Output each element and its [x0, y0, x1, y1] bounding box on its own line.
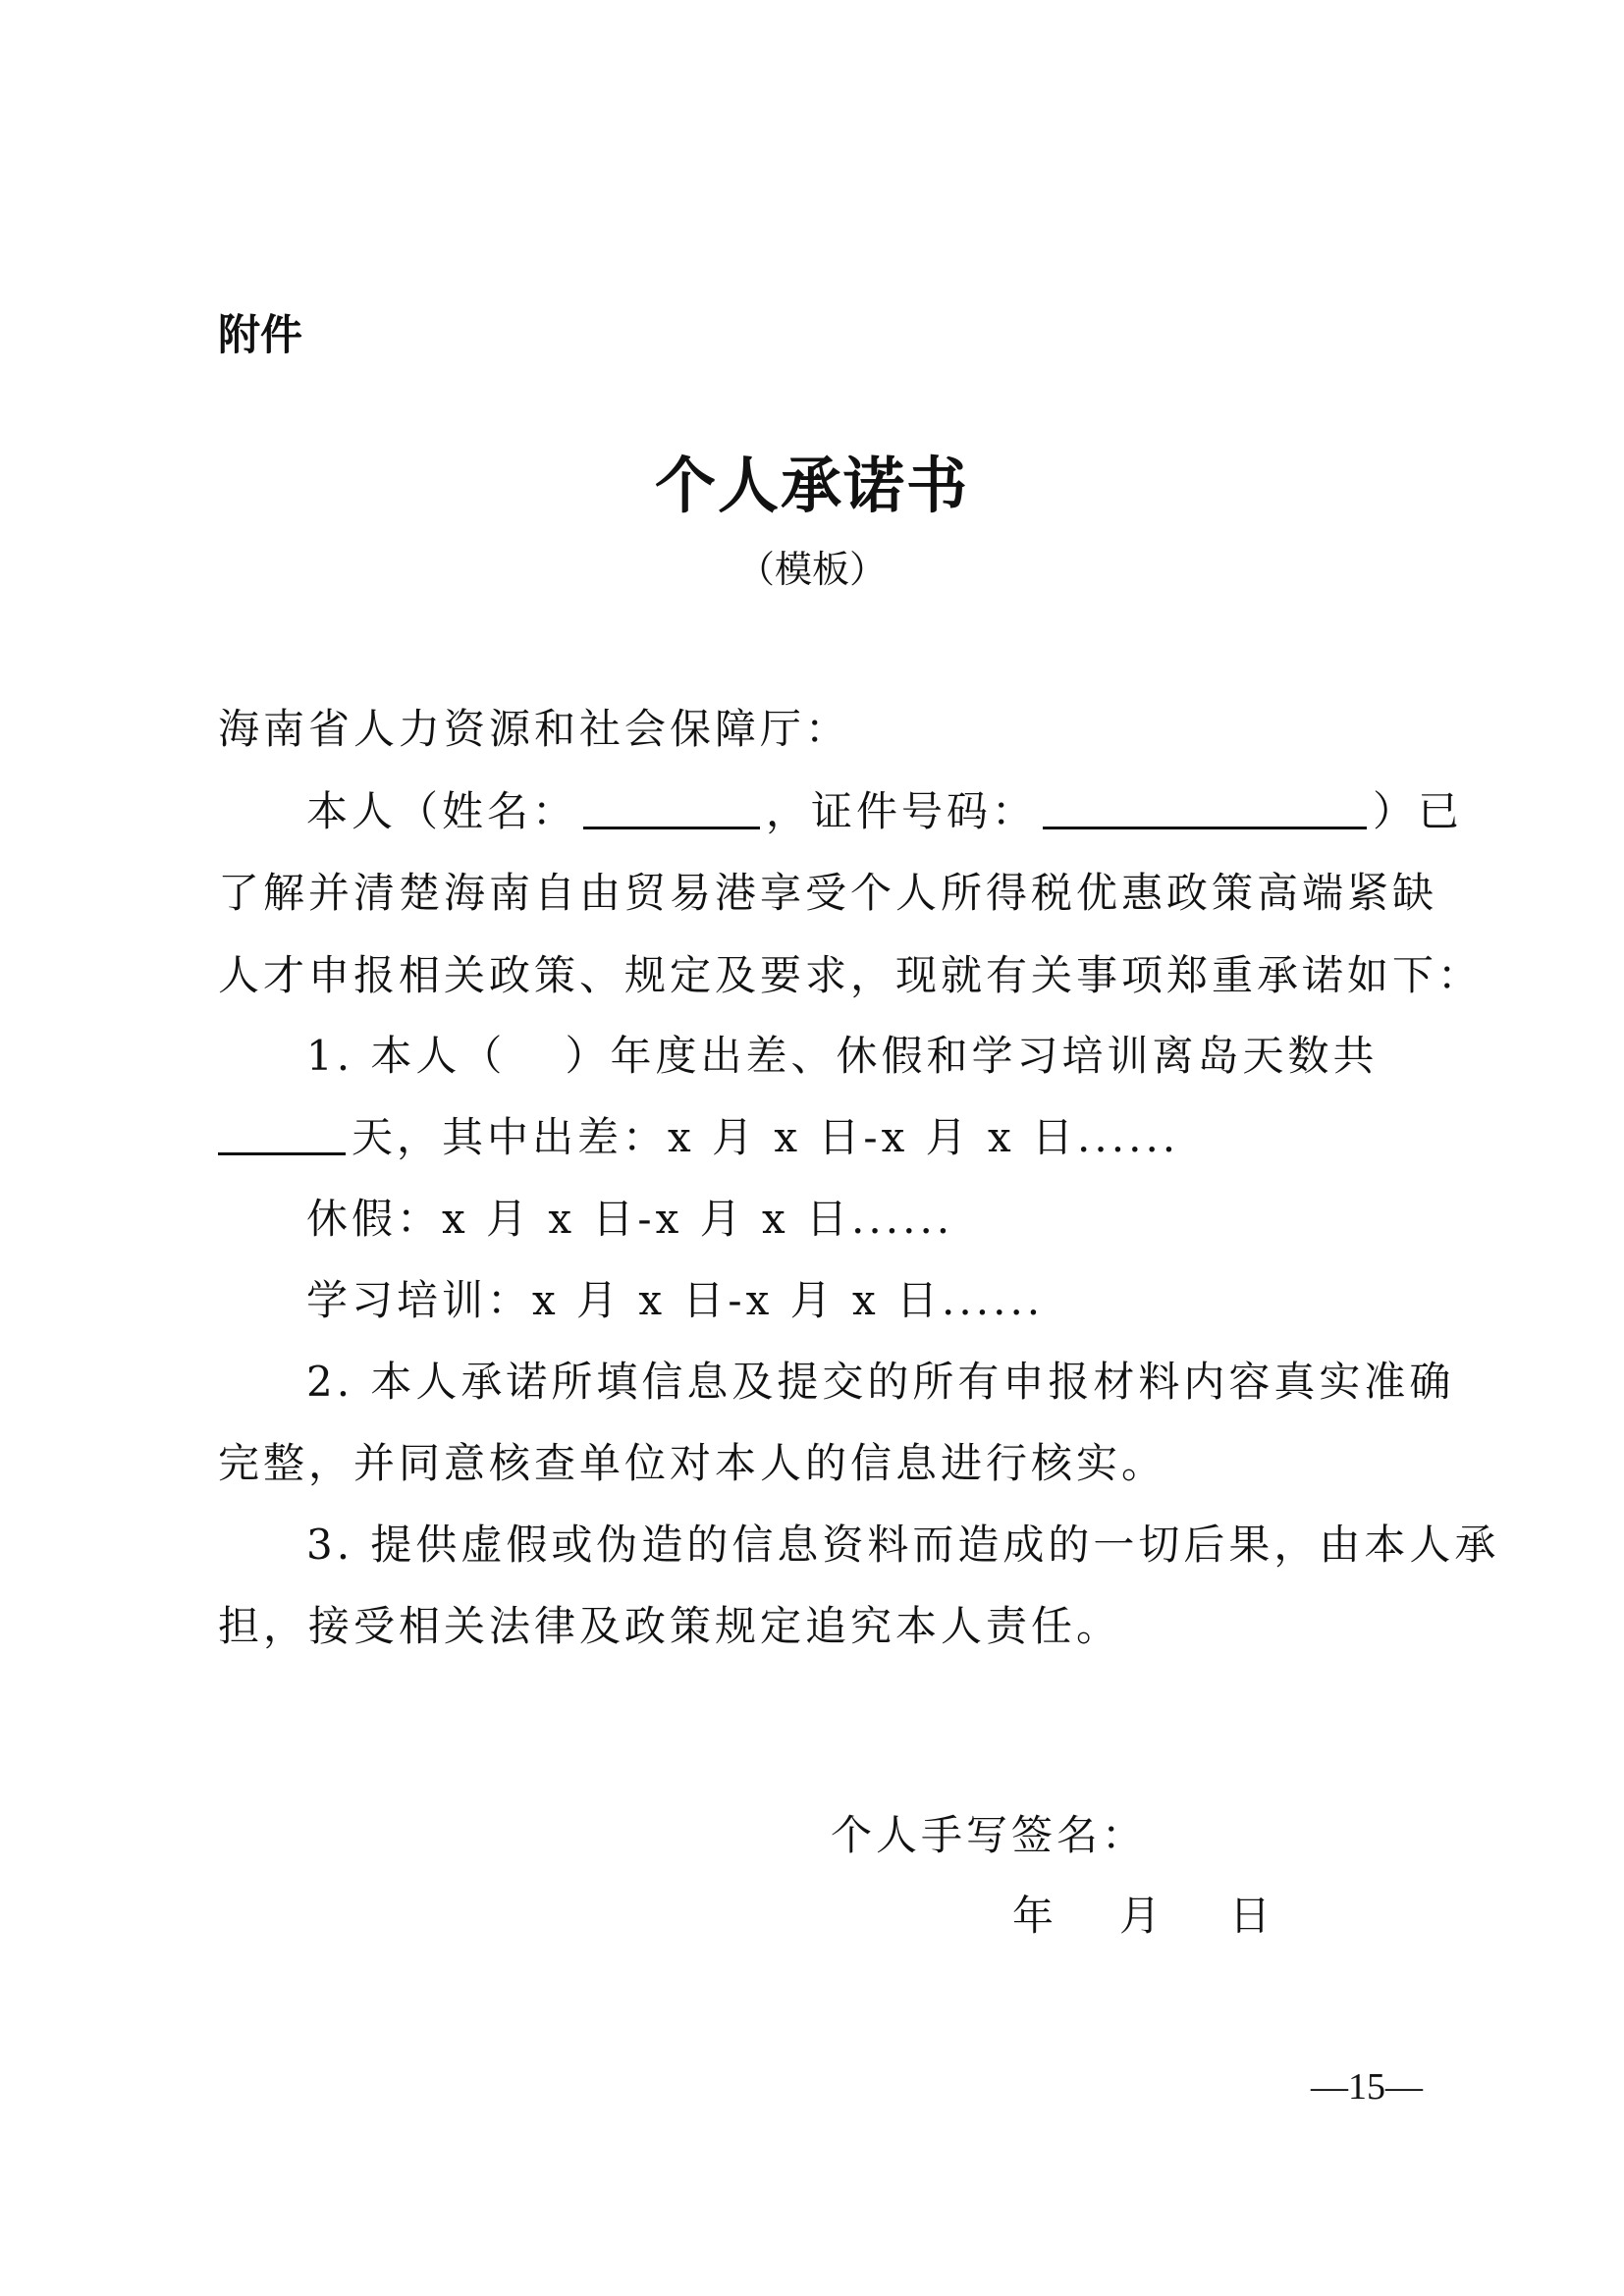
item-1-travel-text: 天，其中出差：x 月 x 日-x 月 x 日...... — [352, 1113, 1180, 1161]
item-1-text-a: 1. 本人（ — [306, 1032, 507, 1080]
date-month-label: 月 — [1119, 1892, 1162, 1940]
item-1-text-b: ）年度出差、休假和学习培训离岛天数共 — [565, 1032, 1379, 1080]
signature-label: 个人手写签名： — [831, 1811, 1148, 1859]
page-number: —15— — [1311, 2066, 1423, 2108]
intro-line-3: 人才申报相关政策、规定及要求，现就有关事项郑重承诺如下： — [218, 951, 1484, 999]
intro-line-2: 了解并清楚海南自由贸易港享受个人所得税优惠政策高端紧缺 — [218, 869, 1438, 917]
item-1-line-1 — [306, 1027, 1378, 1086]
addressee: 海南省人力资源和社会保障厅： — [218, 705, 851, 753]
name-blank[interactable] — [583, 785, 760, 829]
item-2-line-1: 2. 本人承诺所填信息及提交的所有申报材料内容真实准确 — [306, 1358, 1455, 1406]
item-1-line-2 — [218, 1108, 1179, 1167]
item-1-vacation: 休假：x 月 x 日-x 月 x 日...... — [306, 1195, 954, 1243]
document-subtitle: （模板） — [736, 548, 887, 591]
date-year-label: 年 — [1012, 1892, 1055, 1940]
intro-text-c: ）已 — [1373, 787, 1464, 835]
item-2-line-2: 完整，并同意核查单位对本人的信息进行核实。 — [218, 1439, 1167, 1487]
item-1-training: 学习培训：x 月 x 日-x 月 x 日...... — [306, 1276, 1045, 1324]
attachment-label: 附件 — [218, 311, 302, 360]
document-title: 个人承诺书 — [654, 450, 969, 521]
intro-text-b: ，证件号码： — [766, 787, 1038, 835]
id-number-blank[interactable] — [1043, 785, 1367, 829]
item-3-line-2: 担，接受相关法律及政策规定追究本人责任。 — [218, 1602, 1122, 1650]
item-3-line-1: 3. 提供虚假或伪造的信息资料而造成的一切后果，由本人承 — [306, 1521, 1500, 1569]
intro-text-a: 本人（姓名： — [306, 787, 578, 835]
intro-line-1 — [306, 782, 1463, 841]
days-blank[interactable] — [218, 1111, 346, 1155]
date-day-label: 日 — [1229, 1892, 1272, 1940]
